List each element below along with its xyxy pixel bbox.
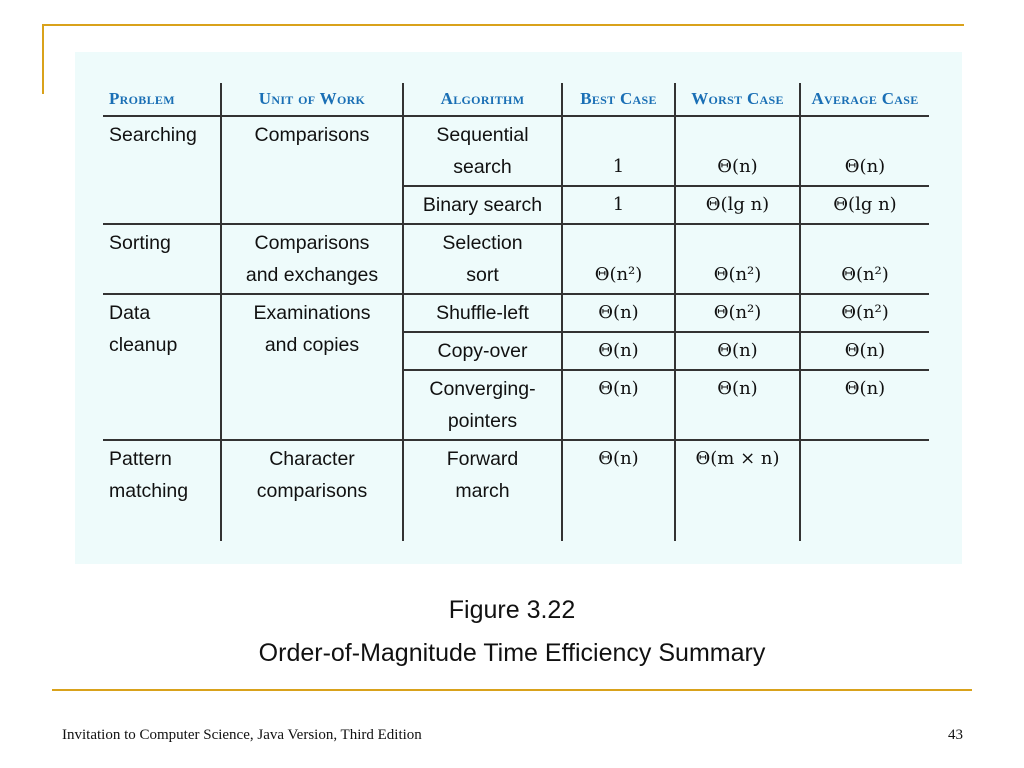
- best-case-cell: 1: [562, 116, 675, 186]
- table-row: [103, 294, 929, 332]
- table-row: [103, 224, 929, 294]
- footer-book-title: Invitation to Computer Science, Java Version, Third Edition: [62, 727, 422, 743]
- algorithm-line: march: [455, 480, 510, 502]
- problem-pattern-matching: [103, 440, 221, 541]
- best-case-cell: Θ(n): [562, 440, 675, 541]
- problem-line: Pattern: [109, 448, 172, 470]
- problem-line: cleanup: [109, 334, 178, 356]
- algorithm-line: Forward: [446, 448, 519, 470]
- algorithm-cell: [403, 116, 562, 186]
- efficiency-table: [103, 83, 929, 541]
- unit-data-cleanup: [221, 294, 403, 440]
- problem-sorting: Sorting: [103, 224, 221, 294]
- problem-line: matching: [109, 480, 189, 502]
- figure-number: Figure 3.22: [448, 596, 576, 624]
- algorithm-cell: [403, 224, 562, 294]
- header-average-case: Average Case: [800, 83, 929, 116]
- average-case-cell: Θ(n²): [800, 294, 929, 332]
- algorithm-line: Copy-over: [437, 340, 528, 362]
- worst-case-cell: Θ(n): [675, 370, 800, 440]
- unit-line: Examinations: [253, 302, 371, 324]
- unit-line: and exchanges: [245, 264, 379, 286]
- worst-case-cell: Θ(m × n): [675, 440, 800, 541]
- worst-case-cell: Θ(lg n): [675, 186, 800, 224]
- header-best-case: Best Case: [562, 83, 675, 116]
- average-case-cell: [800, 440, 929, 541]
- algorithm-line: Converging-: [429, 378, 536, 400]
- figure-title: Order-of-Magnitude Time Efficiency Summary: [258, 639, 766, 667]
- header-unit-of-work: Unit of Work: [221, 83, 403, 116]
- worst-case-cell: Θ(n²): [675, 294, 800, 332]
- table-panel: [75, 52, 962, 564]
- algorithm-line: Shuffle-left: [436, 302, 529, 324]
- algorithm-cell: [403, 186, 562, 224]
- average-case-cell: Θ(n): [800, 332, 929, 370]
- best-case-cell: Θ(n): [562, 332, 675, 370]
- algorithm-cell: [403, 332, 562, 370]
- best-case-cell: 1: [562, 186, 675, 224]
- worst-case-cell: Θ(n): [675, 332, 800, 370]
- header-algorithm: Algorithm: [403, 83, 562, 116]
- worst-case-cell: Θ(n²): [675, 224, 800, 294]
- table-row: [103, 116, 929, 186]
- algorithm-line: sort: [466, 264, 499, 286]
- header-row: [103, 83, 929, 116]
- unit-searching: Comparisons: [221, 116, 403, 224]
- left-accent-rule: [42, 24, 44, 94]
- unit-line: and copies: [264, 334, 360, 356]
- algorithm-cell: [403, 294, 562, 332]
- footer-rule: [52, 689, 972, 691]
- unit-line: Comparisons: [254, 232, 370, 254]
- best-case-cell: Θ(n²): [562, 224, 675, 294]
- algorithm-line: search: [453, 156, 512, 178]
- unit-line: comparisons: [256, 480, 368, 502]
- top-accent-rule: [42, 24, 964, 26]
- problem-searching: Searching: [103, 116, 221, 224]
- algorithm-line: pointers: [447, 410, 518, 432]
- algorithm-cell: [403, 370, 562, 440]
- unit-line: Character: [269, 448, 355, 470]
- unit-pattern-matching: [221, 440, 403, 541]
- average-case-cell: Θ(lg n): [800, 186, 929, 224]
- unit-sorting: [221, 224, 403, 294]
- header-worst-case: Worst Case: [675, 83, 800, 116]
- algorithm-line: Sequential: [436, 124, 529, 146]
- average-case-cell: Θ(n²): [800, 224, 929, 294]
- average-case-cell: Θ(n): [800, 116, 929, 186]
- page-number: 43: [948, 727, 963, 743]
- algorithm-line: Selection: [442, 232, 523, 254]
- algorithm-cell: [403, 440, 562, 541]
- problem-data-cleanup: [103, 294, 221, 440]
- problem-line: Data: [109, 302, 151, 324]
- best-case-cell: Θ(n): [562, 370, 675, 440]
- header-problem: Problem: [103, 83, 221, 116]
- table-row: [103, 440, 929, 541]
- worst-case-cell: Θ(n): [675, 116, 800, 186]
- average-case-cell: Θ(n): [800, 370, 929, 440]
- best-case-cell: Θ(n): [562, 294, 675, 332]
- algorithm-line: Binary search: [422, 194, 543, 216]
